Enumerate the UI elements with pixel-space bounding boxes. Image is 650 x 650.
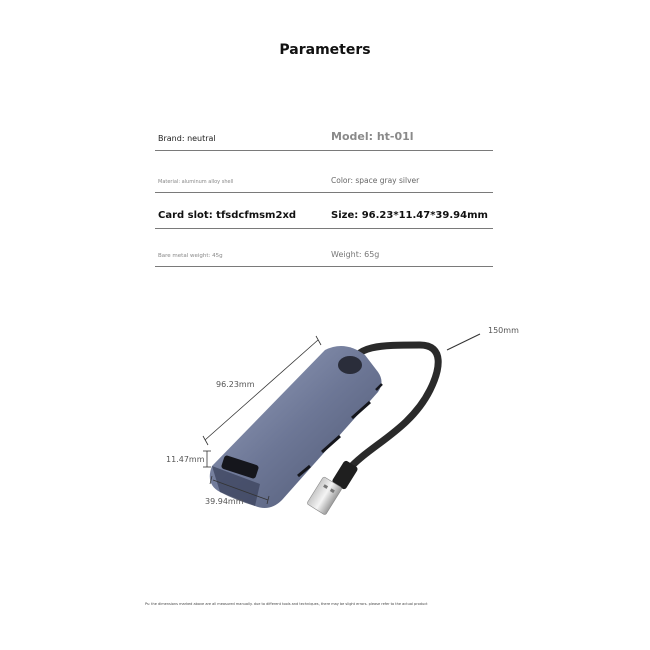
dim-length: 96.23mm — [216, 380, 255, 389]
param-material: Material: aluminum alloy shell — [158, 179, 234, 185]
param-weight: Weight: 65g — [331, 250, 380, 259]
footnote: Ps: the dimensions marked above are all measured manually. due to different tools and techniques, there may be slight errors. please refer to the actual product — [145, 602, 428, 606]
param-card-slot: Card slot: tfsdcfmsm2xd — [158, 210, 297, 221]
param-color: Color: space gray silver — [331, 176, 420, 185]
param-brand: Brand: neutral — [158, 134, 216, 143]
param-size: Size: 96.23*11.47*39.94mm — [331, 210, 488, 221]
dim-height: 11.47mm — [166, 455, 205, 464]
dim-line-cable — [447, 334, 480, 350]
cable-port — [338, 356, 362, 374]
param-bare-weight: Bare metal weight: 45g — [158, 253, 223, 259]
dim-width: 39.94mm — [205, 497, 244, 506]
param-model: Model: ht-01l — [331, 130, 414, 143]
page-title: Parameters — [279, 42, 371, 58]
dim-cable-length: 150mm — [488, 326, 519, 335]
